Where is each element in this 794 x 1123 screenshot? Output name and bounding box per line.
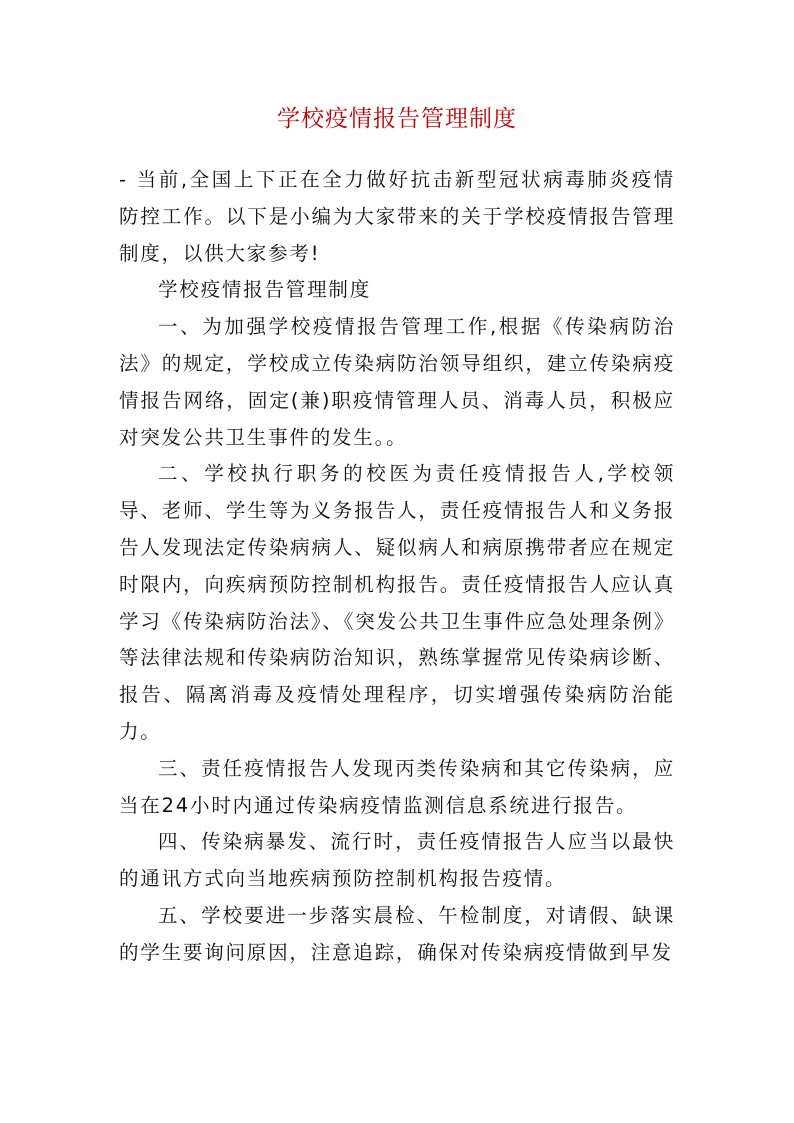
paragraph-5: 五、学校要进一步落实晨检、午检制度，对请假、缺课的学生要询问原因，注意追踪，确保对传染病疫情做到早发	[119, 903, 675, 964]
paragraph-4: 四、传染病暴发、流行时，责任疫情报告人应当以最快的通讯方式向当地疾病预防控制机构报告疫情。	[119, 830, 675, 891]
paragraph-2: 二、学校执行职务的校医为责任疫情报告人,学校领导、老师、学生等为义务报告人，责任疫情报告人和义务报告人发现法定传染病病人、疑似病人和病原携带者应在规定时限内，向疾病预防控制机构报告。责任疫情报告人应认真学习《传染病防治法》、《突发公共卫生事件应急处理条例》等法律法规和传染病防治知识，熟练掌握常见传染病诊断、报告、隔离消毒及疫情处理程序，切实增强传染病防治能力。	[119, 462, 675, 743]
document-title: 学校疫情报告管理制度	[277, 106, 517, 132]
intro-paragraph: - 当前,全国上下正在全力做好抗击新型冠状病毒肺炎疫情防控工作。以下是小编为大家带来的关于学校疫情报告管理制度，以供大家参考!	[119, 168, 675, 265]
paragraph-1: 一、为加强学校疫情报告管理工作,根据《传染病防治法》的规定，学校成立传染病防治领导组织，建立传染病疫情报告网络，固定(兼)职疫情管理人员、消毒人员，积极应对突发公共卫生事件的发生。。	[119, 315, 675, 449]
paragraph-3: 三、责任疫情报告人发现丙类传染病和其它传染病，应当在24小时内通过传染病疫情监测信息系统进行报告。	[119, 756, 675, 817]
section-subtitle: 学校疫情报告管理制度	[158, 278, 372, 302]
document-body	[119, 162, 675, 972]
